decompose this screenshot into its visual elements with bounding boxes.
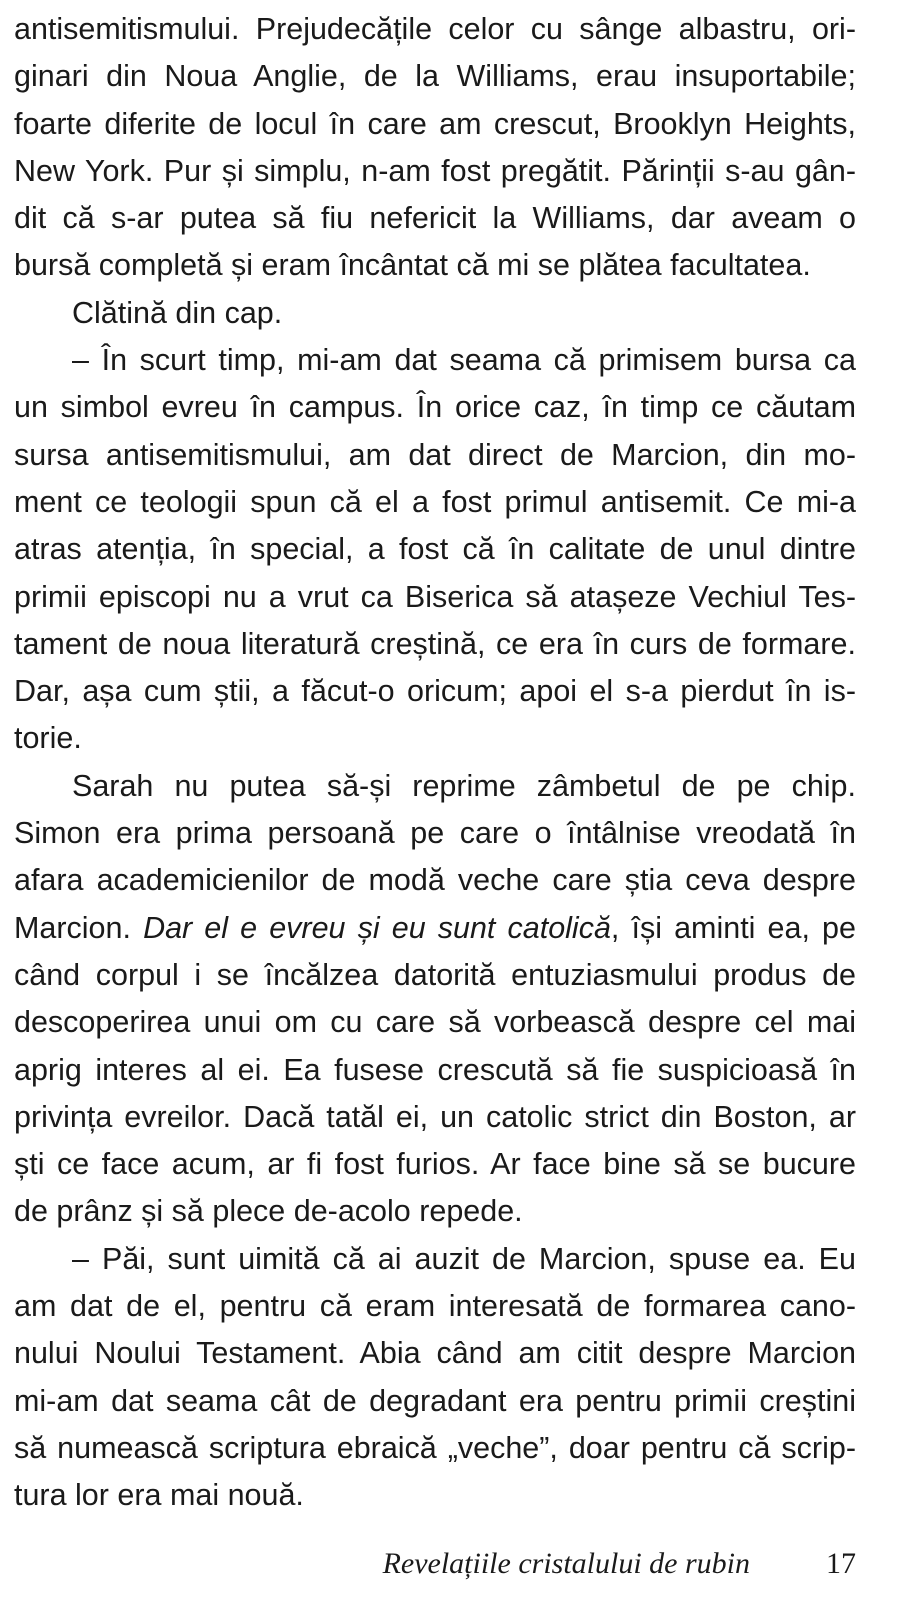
text-line: sursa antisemitismului, am dat direct de Marcion, din mo- [14, 437, 856, 472]
page-footer [0, 1542, 922, 1586]
text-segment: Marcion. [14, 910, 144, 945]
text-line: Clătină din cap. [72, 295, 283, 330]
text-line: nului Noului Testament. Abia când am citit despre Marcion [14, 1336, 856, 1371]
text-line: dit că s-ar putea să fiu nefericit la Williams, dar aveam o [14, 201, 856, 236]
text-line: când corpul i se încălzea datorită entuziasmului produs de [14, 957, 856, 992]
text-line: tament de noua literatură creștină, ce era în curs de formare. [14, 626, 856, 661]
text-line: un simbol evreu în campus. În orice caz, în timp ce căutam [14, 390, 856, 425]
text-line: privința evreilor. Dacă tatăl ei, un catolic strict din Boston, ar [14, 1099, 856, 1134]
text-line: mi-am dat seama cât de degradant era pentru primii creștini [14, 1383, 856, 1418]
text-line: aprig interes al ei. Ea fusese crescută să fie suspicioasă în [14, 1052, 856, 1087]
text-line: Dar, așa cum știi, a făcut-o oricum; apoi el s-a pierdut în is- [14, 674, 856, 709]
text-line: bursă completă și eram încântat că mi se plătea facultatea. [14, 248, 811, 283]
running-title: Revelațiile cristalului de rubin [382, 1547, 750, 1580]
text-line: de prânz și să plece de-acolo repede. [14, 1194, 523, 1229]
text-line: tura lor era mai nouă. [14, 1478, 304, 1513]
text-line: – Păi, sunt uimită că ai auzit de Marcion, spuse ea. Eu [72, 1241, 856, 1276]
text-line: ști ce face acum, ar fi fost furios. Ar face bine să se bucure [14, 1147, 856, 1182]
text-line: ment ce teologii spun că el a fost primul antisemit. Ce mi-a [14, 484, 856, 519]
text-line: Sarah nu putea să-și reprime zâmbetul de pe chip. [72, 768, 856, 803]
text-line: am dat de el, pentru că eram interesată de formarea cano- [14, 1289, 856, 1324]
text-line: descoperirea unui om cu care să vorbească despre cel mai [14, 1005, 856, 1040]
text-line: afara academicienilor de modă veche care știa ceva despre [14, 863, 856, 898]
text-line: New York. Pur și simplu, n-am fost pregătit. Părinții s-au gân- [14, 153, 856, 188]
page-number: 17 [826, 1547, 856, 1580]
italic-thought: Dar el e evreu și eu sunt catolică [143, 910, 611, 945]
text-segment: , își aminti ea, pe [610, 910, 856, 945]
text-line: – În scurt timp, mi-am dat seama că primisem bursa ca [72, 343, 856, 378]
text-line: torie. [14, 721, 82, 756]
text-line-mixed [14, 907, 856, 954]
text-line: atras atenția, în special, a fost că în calitate de unul dintre [14, 532, 856, 567]
body-text [14, 8, 856, 1522]
text-line: Simon era prima persoană pe care o întâlnise vreodată în [14, 816, 856, 851]
text-line: să numească scriptura ebraică „veche”, doar pentru că scrip- [14, 1430, 856, 1465]
text-line: antisemitismului. Prejudecățile celor cu sânge albastru, ori- [14, 12, 856, 46]
text-line: foarte diferite de locul în care am crescut, Brooklyn Heights, [14, 106, 856, 141]
text-line: ginari din Noua Anglie, de la Williams, erau insuportabile; [14, 59, 856, 94]
text-line: primii episcopi nu a vrut ca Biserica să atașeze Vechiul Tes- [14, 579, 856, 614]
